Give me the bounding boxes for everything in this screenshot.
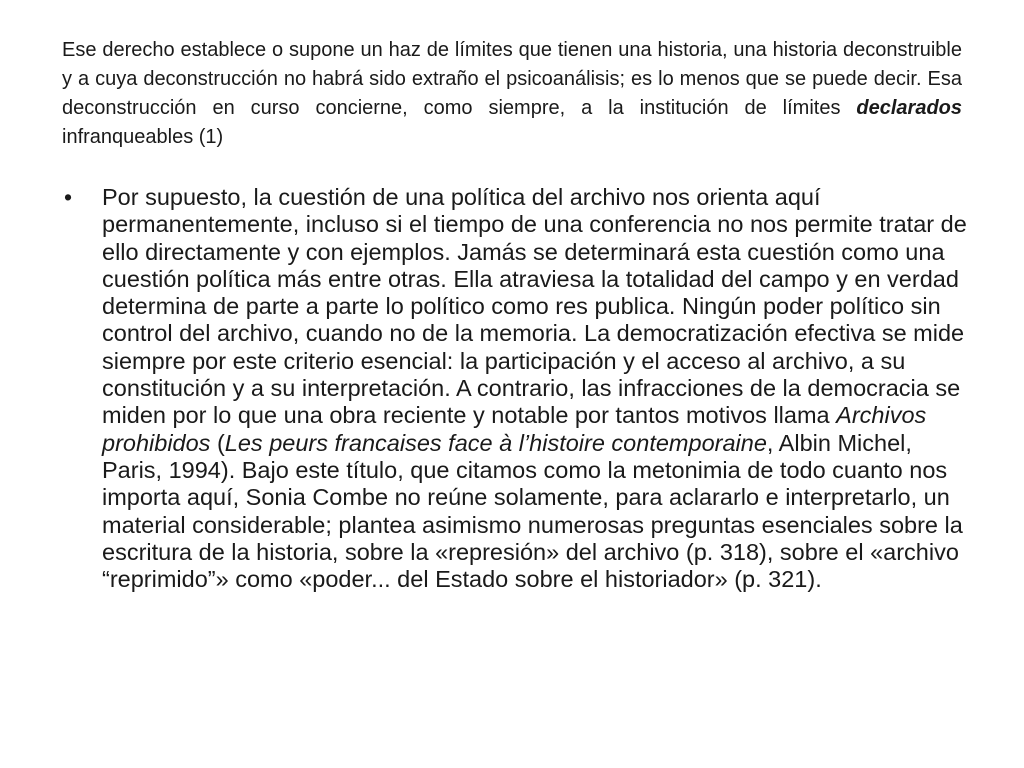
- bullet-text-part2: (: [210, 429, 225, 456]
- bullet-text-part1: Por supuesto, la cuestión de una política del archivo nos orienta aquí permanentemente, incluso si el tiempo de una conferencia no nos permite tratar de ello directamente y con ejemplos. Jamás se determinará esta cuestión como una cuestión política más entre otras. Ella atraviesa la totalidad del campo y en verdad determina de parte a parte lo político como res publica. Ningún poder político sin control del archivo, cuando no de la memoria. La democratización efectiva se mide siempre por este criterio esencial: la participación y el acceso al archivo, a su constitución y a su interpretación. A contrario, las infracciones de la democracia se miden por lo que una obra reciente y notable por tantos motivos llama: [102, 184, 967, 429]
- intro-paragraph: [62, 36, 962, 152]
- intro-text-end: infranqueables (1): [62, 126, 224, 148]
- bullet-text: [102, 184, 972, 593]
- bullet-item: [62, 184, 972, 593]
- book-title-italic: Archivos prohibidos: [102, 402, 927, 456]
- bullet-list: [62, 184, 972, 593]
- intro-emphasis: declarados: [856, 97, 962, 119]
- bullet-marker: •: [64, 184, 73, 210]
- bullet-text-part3: , Albin Michel, Paris, 1994). Bajo este título, que citamos como la metonimia de todo cuanto nos importa aquí, Sonia Combe no reúne solamente, para aclararlo e interpretarlo, un material considerable; plantea asimismo numerosas preguntas esenciales sobre la escritura de la historia, sobre la «represión» del archivo (p. 318), sobre el «archivo “reprimido”» como «poder... del Estado sobre el historiador» (p. 321).: [102, 429, 963, 593]
- book-subtitle-italic: Les peurs francaises face à l’histoire contemporaine: [224, 429, 767, 456]
- intro-text-start: Ese derecho establece o supone un haz de límites que tienen una historia, una historia deconstruible y a cuya deconstrucción no habrá sido extraño el psicoanálisis; es lo menos que se puede decir. Esa deconstrucción en curso concierne, como siempre, a la institución de límites: [62, 39, 962, 119]
